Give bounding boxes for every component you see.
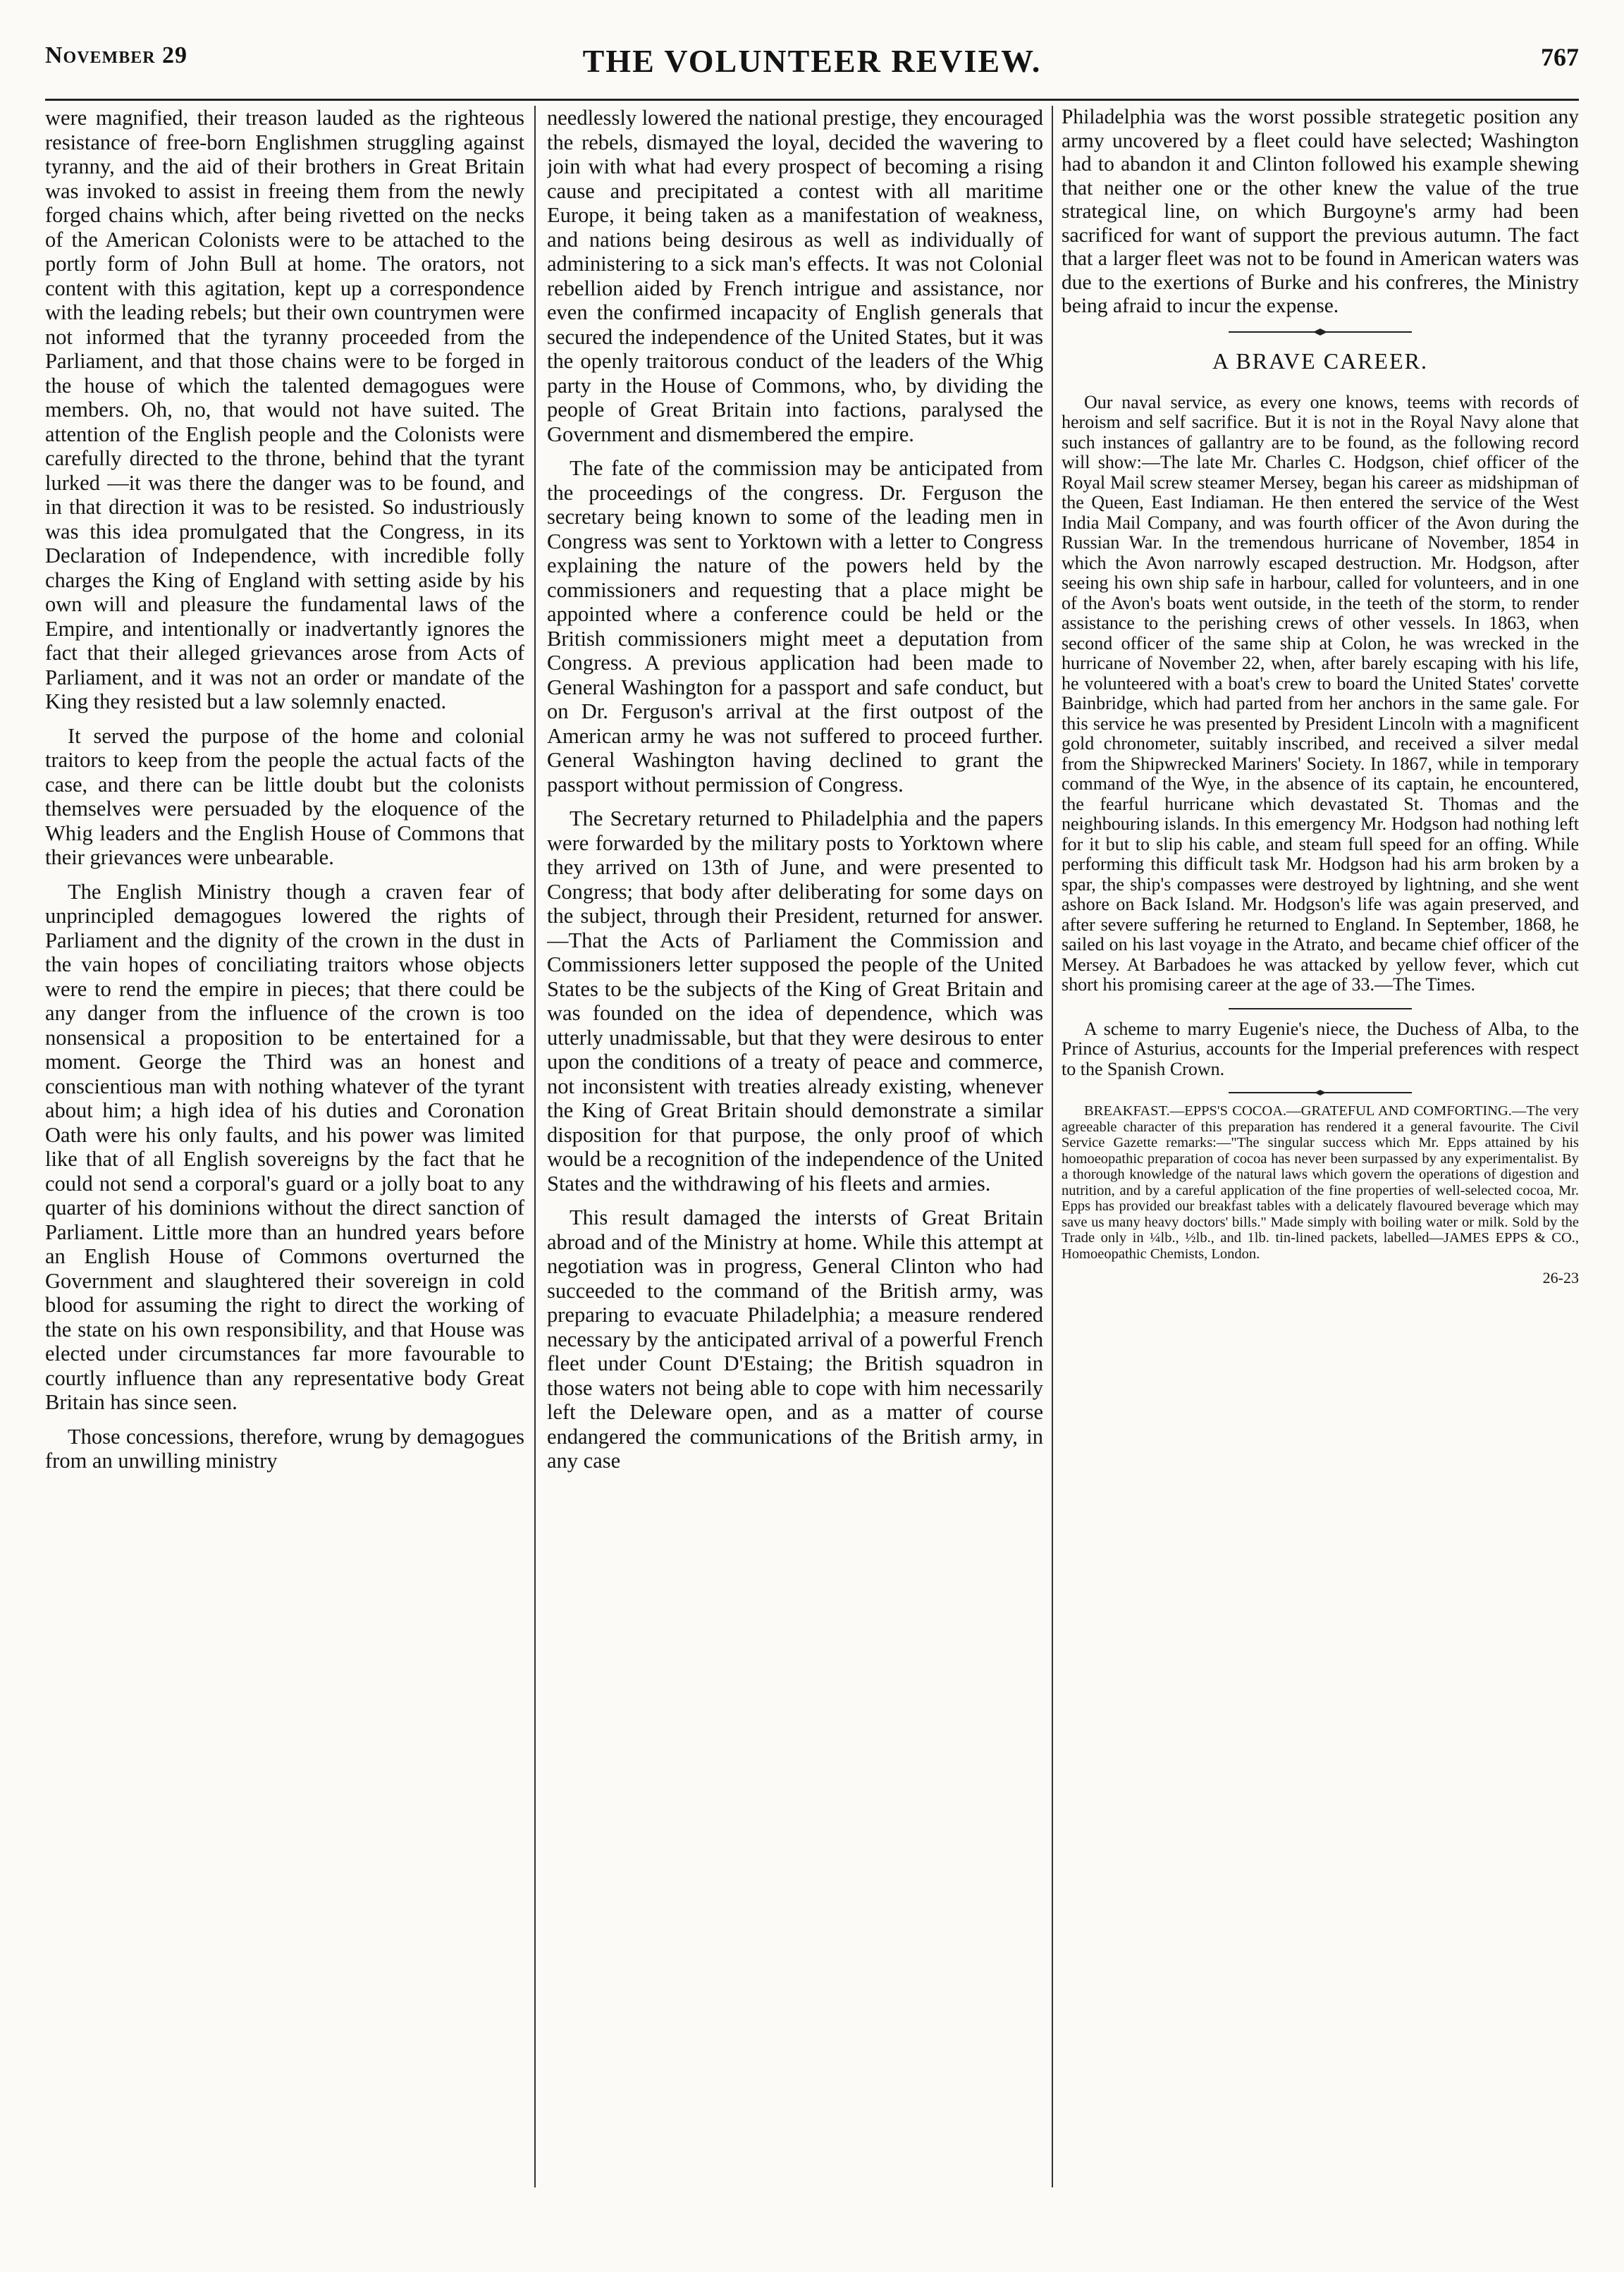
column-divider-1 — [534, 106, 536, 2187]
col2-paragraph-4: This result damaged the intersts of Great Britain abroad and of the Ministry at home. While this attempt at negotiation was in progress, General Clinton who had succeeded to the command of the British army, was preparing to evacuate Philadelphia; a measure rendered necessary by the anticipated arrival of a powerful French fleet under Count D'Estaing; the British squadron in those waters not being able to cope with him necessarily left the Deleware open, and as a matter of course endangered the communications of the British army, in any case — [547, 1205, 1043, 1473]
col1-paragraph-2: It served the purpose of the home and colonial traitors to keep from the people the actual facts of the case, and there can be little doubt but the colonists themselves were persuaded by the eloquence of the Whig leaders and the English House of Commons that their grievances were unbearable. — [45, 723, 524, 869]
article-divider — [1229, 1005, 1412, 1012]
page-header — [45, 42, 1579, 92]
scheme-note: A scheme to marry Eugenie's niece, the Duchess of Alba, to the Prince of Asturius, accounts for the Imperial preferences with respect to the Spanish Crown. — [1062, 1018, 1579, 1079]
col2-paragraph-1: needlessly lowered the national prestige, they encouraged the rebels, dismayed the loyal, decided the wavering to join with what had every prospect of becoming a rising cause and precipitated a contest with all maritime Europe, it being taken as a manifestation of weakness, and nations being desirous as well as individually of administering to a sick man's effects. It was not Colonial rebellion aided by French intrigue and assistance, nor even the confirmed incapacity of English generals that secured the independence of the United States, but it was the openly traitorous conduct of the leaders of the Whig party in the House of Commons, who, by dividing the people of Great Britain into factions, paralysed the Government and dismembered the empire. — [547, 106, 1043, 446]
header-date: November 29 — [45, 42, 188, 68]
col1-paragraph-3: The English Ministry though a craven fear of unprincipled demagogues lowered the rights of Parliament and the dignity of the crown in the dust in the vain hopes of conciliating traitors whose objects were to rend the empire in pieces; that there could be any danger from the influence of the crown is too nonsensical a proposition to be entertained for a moment. George the Third was an honest and conscientious man with nothing whatever of the tyrant about him; a high idea of his duties and Coronation Oath were his only faults, and his power was limited like that of all English sovereigns by the fact that he could not send a corporal's guard or a jolly boat to any quarter of his dominions without the direct sanction of Parliament. Little more than an hundred years before an English House of Commons overturned the Government and slaughtered their sovereign in cold blood for assuming the right to direct the working of the state on his own responsibility, and that House was elected under circumstances far more favourable to courtly influence than any representative body Great Britain has since seen. — [45, 879, 524, 1414]
col1-paragraph-1: were magnified, their treason lauded as the righteous resistance of free-born Englishmen struggling against tyranny, and the aid of their brothers in Great Britain was invoked to assist in freeing them from the newly forged chains which, after being rivetted on the necks of the American Colonists were to be attached to the portly form of John Bull at home. The orators, not content with this agitation, kept up a correspondence with the leading rebels; but their own countrymen were not informed that the tyranny proceeded from the Parliament, and that those chains were to be forged in the house of which the talented demagogues were members. Oh, no, that would not have suited. The attention of the English people and the Colonists were carefully directed to the throne, behind that the tyrant lurked —it was there the danger was to be found, and in that direction it was to be resisted. So industriously was this idea promulgated that the Congress, in its Declaration of Independence, with incredible folly charges the King of England with setting aside by his own will and pleasure the fundamental laws of the Empire, and intentionally or inadvertantly ignores the fact that their alleged grievances arose from Acts of Parliament, and it was not an order or mandate of the King they resisted but a law solemnly enacted. — [45, 106, 524, 713]
epps-cocoa-advert: BREAKFAST.—EPPS'S COCOA.—GRATEFUL AND COMFORTING.—The very agreeable character of this preparation has rendered it a general favourite. The Civil Service Gazette remarks:—"The singular success which Mr. Epps attained by his homoeopathic preparation of cocoa has never been surpassed by any experimentalist. By a thorough knowledge of the natural laws which govern the operations of digestion and nutrition, and by a careful application of the fine properties of well-selected cocoa, Mr. Epps has provided our breakfast tables with a delicately flavoured beverage which may save us many heavy doctors' bills." Made simply with boiling water or milk. Sold by the Trade only in ¼lb., ½lb., and 1lb. tin-lined packets, labelled—JAMES EPPS & CO., Homoeopathic Chemists, London. — [1062, 1103, 1579, 1262]
col3-continuation: Philadelphia was the worst possible strategetic position any army uncovered by a fleet could have selected; Washington had to abandon it and Clinton followed his example shewing that neither one or the other knew the value of the true strategical line, on which Burgoyne's army had been sacrificed for want of support the previous autumn. The fact that a larger fleet was not to be found in American waters was due to the exertions of Burke and his confreres, the Ministry being afraid to incur the expense. — [1062, 106, 1579, 317]
column-2 — [547, 106, 1043, 2244]
brave-career-article: Our naval service, as every one knows, teems with records of heroism and self sacrifice. But it is not in the Royal Navy alone that such instances of gallantry are to be found, as the following record will show:—The late Mr. Charles C. Hodgson, chief officer of the Royal Mail screw steamer Mersey, began his career as midshipman of the Queen, East Indiaman. He then entered the service of the West India Mail Company, and was fourth officer of the Avon during the Russian War. In the tremendous hurricane of November, 1854 in which the Avon narrowly escaped destruction. Mr. Hodgson, after seeing his own ship safe in harbour, called for volunteers, and in one of the Avon's boats went outside, in the teeth of the storm, to render assistance to the perishing crews of other vessels. In 1863, when second officer of the same ship at Colon, he was wrecked in the hurricane of November 22, when, after barely escaping with his life, he volunteered with a boat's crew to board the United States' corvette Bainbridge, which had parted from her anchors in the same gale. For this service he was presented by President Lincoln with a magnificent gold chronometer, suitably inscribed, and received a silver medal from the Shipwrecked Mariners' Society. In 1867, while in temporary command of the Wye, in the absence of its captain, he encountered, the fearful hurricane which devastated St. Thomas and the neighbouring islands. In this emergency Mr. Hodgson had nothing left for it but to slip his cable, and steam full speed for an offing. While performing this difficult task Mr. Hodgson had his arm broken by a spar, the ship's compasses were destroyed by lightning, and she went ashore on Back Island. Mr. Hodgson's life was again preserved, and after severe suffering he returned to England. In September, 1868, he sailed on his last voyage in the Atrato, and became chief officer of the Mersey. At Barbadoes he was attacked by yellow fever, which cut short his promising career at the age of 33.—The Times. — [1062, 391, 1579, 995]
header-rule — [45, 99, 1579, 101]
col2-paragraph-2: The fate of the commission may be anticipated from the proceedings of the congress. Dr. Ferguson the secretary being known to some of the leading men in Congress was sent to Yorktown with a letter to Congress explaining the nature of the powers held by the commissioners and requesting that a place might be appointed where a conference could be held or the British commissioners might meet a deputation from Congress. A previous application had been made to General Washington for a passport and safe conduct, but on Dr. Ferguson's arrival at the first outpost of the American army he was not suffered to proceed further. General Washington having declined to grant the passport without permission of Congress. — [547, 456, 1043, 797]
section-divider-ornament — [1229, 328, 1412, 336]
column-3 — [1062, 106, 1579, 2244]
column-1 — [45, 106, 524, 2244]
col2-paragraph-3: The Secretary returned to Philadelphia and the papers were forwarded by the military posts to Yorktown where they arrived on 13th of June, and were presented to Congress; that body after deliberating for some days on the subject, through their President, returned for answer.—That the Acts of Parliament the Commission and Commissioners letter supposed the people of the United States to be the subjects of the King of Great Britain and was founded on the idea of dependence, which was utterly unadmissable, but that they were desirous to enter upon the conditions of a treaty of peace and commerce, not inconsistent with treaties already existing, whenever the King of Great Britain should demonstrate a similar disposition for that purpose, the only proof of which would be a recognition of the independence of the United States and the withdrawing of his fleets and armies. — [547, 806, 1043, 1196]
advert-code: 26-23 — [1542, 1269, 1579, 1287]
header-title: THE VOLUNTEER REVIEW. — [582, 43, 1042, 79]
column-divider-2 — [1052, 106, 1053, 2187]
section-title: A BRAVE CAREER. — [1212, 348, 1428, 374]
header-page-number: 767 — [1541, 43, 1579, 71]
col1-paragraph-4: Those concessions, therefore, wrung by demagogues from an unwilling ministry — [45, 1424, 524, 1473]
advert-divider — [1229, 1089, 1412, 1096]
